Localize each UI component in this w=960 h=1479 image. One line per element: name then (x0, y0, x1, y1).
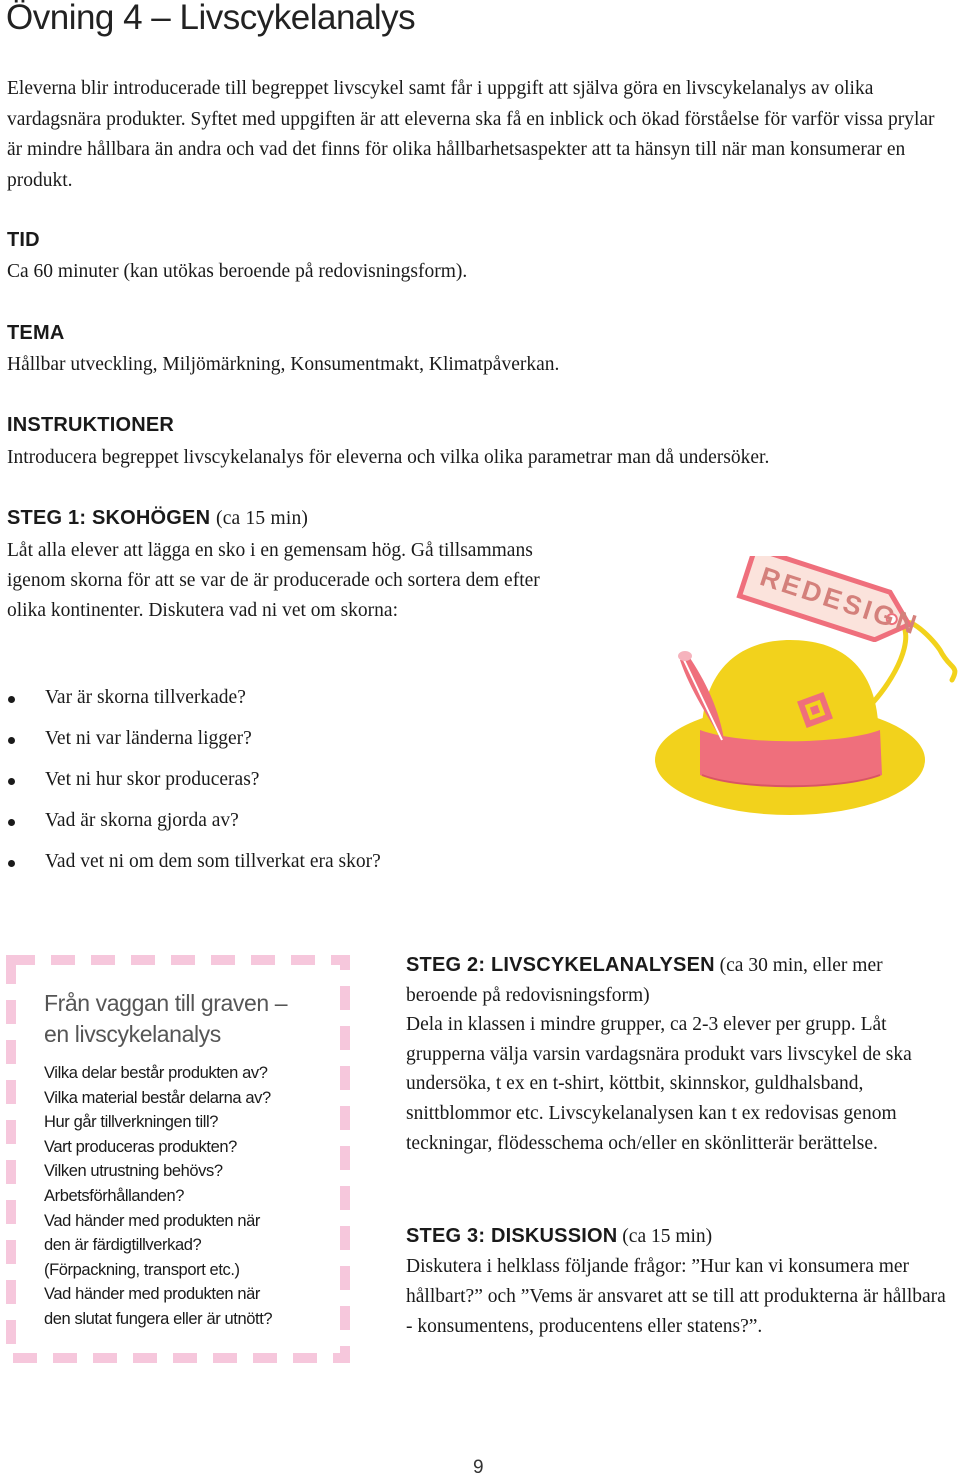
list-item: Vad är skorna gjorda av? (7, 810, 381, 851)
step1-text: Låt alla elever att lägga en sko i en gemensam hög. Gå tillsammans igenom skorna för att se var de är producerade och sortera dem efter olika kontinenter. Diskutera vad ni vet om skorna: (7, 540, 540, 621)
list-item: Vilka material består delarna av? (44, 1088, 271, 1107)
list-item: (Förpackning, transport etc.) (44, 1260, 240, 1279)
list-item: Vilka delar består produkten av? (44, 1064, 268, 1082)
bullet-icon (8, 860, 15, 867)
step1-heading (7, 507, 308, 530)
instruktioner-heading: INSTRUKTIONER (7, 414, 175, 436)
box-title: Från vaggan till graven – en livscykelanalys (44, 990, 288, 1047)
tag-text: REDESIGN (756, 561, 923, 641)
list-item: Vet ni var länderna ligger? (7, 728, 381, 769)
list-item: Hur går tillverkningen till? (44, 1113, 219, 1132)
tid-text: Ca 60 minuter (kan utökas beroende på redovisningsform). (7, 261, 468, 282)
step3-heading: STEG 3: DISKUSSION (406, 1225, 618, 1247)
list-item: Vad händer med produkten när (44, 1285, 260, 1304)
list-item: Vad händer med produkten när (44, 1211, 260, 1230)
bullet-icon (8, 696, 15, 703)
bullet-icon (8, 778, 15, 785)
step2-section (406, 951, 956, 1158)
step2-duration: (ca 30 min, eller mer beroende på redovisningsform) (406, 955, 883, 1006)
bullet-icon (8, 737, 15, 744)
list-item: den slutat fungera eller är utnött? (44, 1309, 273, 1328)
page-number: 9 (473, 1457, 484, 1478)
step1-heading-label: STEG 1: SKOHÖGEN (7, 507, 211, 529)
step2-heading: STEG 2: LIVSCYKELANALYSEN (406, 954, 715, 976)
list-item: den är färdigtillverkad? (44, 1236, 202, 1255)
step3-text: Diskutera i helklass följande frågor: ”Hur kan vi konsumera mer hållbart?” och ”Vems är ansvaret att se till att produkterna är hållbara - konsumentens, producentens eller statens?”. (406, 1256, 946, 1337)
page-title: Övning 4 – Livscykelanalys (6, 0, 416, 37)
step1-question-list (7, 687, 381, 892)
bullet-icon (8, 819, 15, 826)
step1-duration: (ca 15 min) (216, 508, 309, 529)
list-item: Var är skorna tillverkade? (7, 687, 381, 728)
list-item: Vilken utrustning behövs? (44, 1162, 223, 1181)
redesign-tag (735, 556, 925, 642)
step3-duration: (ca 15 min) (622, 1226, 713, 1247)
step3-section (406, 1221, 956, 1342)
tema-heading: TEMA (7, 322, 65, 344)
tema-text: Hållbar utveckling, Miljömärkning, Konsumentmakt, Klimatpåverkan. (7, 354, 560, 375)
list-item: Vet ni hur skor produceras? (7, 769, 381, 810)
intro-paragraph: Eleverna blir introducerade till begreppet livscykel samt får i uppgift att själva göra en livscykelanalys av olika vardagsnära produkter. Syftet med uppgiften är att eleverna ska få en inblick och ökad förståelse för varför vissa prylar är mindre hållbara än andra och vad det finns för olika hållbarhetsaspekter att ta hänsyn till när man konsumerar en produkt. (7, 78, 935, 191)
list-item: Vart produceras produkten? (44, 1137, 237, 1156)
box-question-list (44, 1061, 334, 1332)
instruktioner-text: Introducera begreppet livscykelanalys för eleverna och vilka olika parametrar man då undersöker. (7, 447, 770, 468)
step2-text: Dela in klassen i mindre grupper, ca 2-3 elever per grupp. Låt grupperna välja varsin vardagsnära produkt vars livscykel de ska undersöka, t ex en t-shirt, köttbit, skinnskor, guldhalsband, snittblommor etc. Livscykelanalysen kan t ex redovisas genom teckningar, flödesschema och/eller en skönlitterär berättelse. (406, 1014, 912, 1154)
tid-heading: TID (7, 229, 40, 251)
list-item: Vad vet ni om dem som tillverkat era skor? (7, 851, 381, 892)
list-item: Arbetsförhållanden? (44, 1186, 185, 1205)
